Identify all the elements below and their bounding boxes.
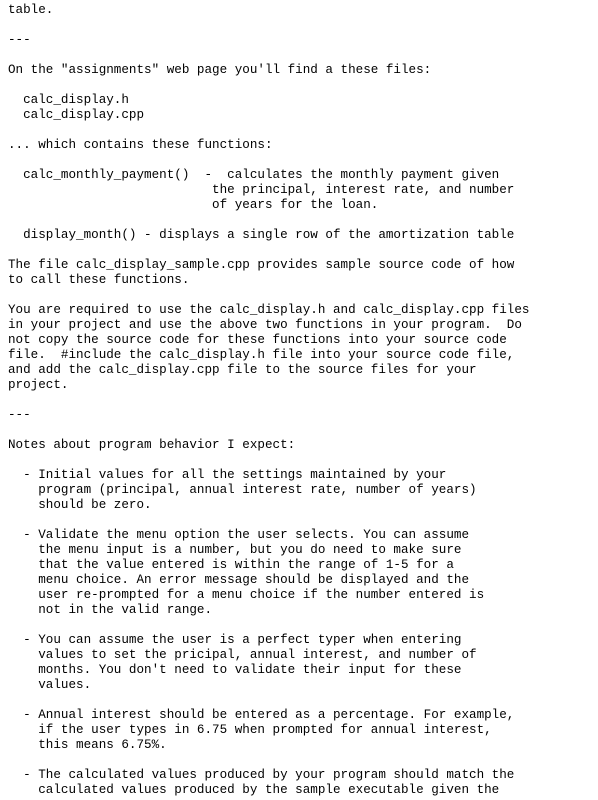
text-line: in your project and use the above two functions in your program. Do xyxy=(8,318,522,332)
text-line: The file calc_display_sample.cpp provides sample source code of how xyxy=(8,258,515,272)
separator-line: --- xyxy=(8,33,31,47)
text-line xyxy=(8,753,594,768)
text-line xyxy=(8,288,594,303)
function-description-line: calc_monthly_payment() - calculates the monthly payment given xyxy=(8,168,500,182)
section-heading-line: Notes about program behavior I expect: xyxy=(8,438,296,452)
file-name-line: calc_display.cpp xyxy=(8,108,145,122)
text-line xyxy=(8,213,594,228)
bullet-line: not in the valid range. xyxy=(8,603,213,617)
text-line xyxy=(8,453,594,468)
bullet-line: program (principal, annual interest rate, number of years) xyxy=(8,483,477,497)
function-description-line: of years for the loan. xyxy=(8,198,379,212)
bullet-line: if the user types in 6.75 when prompted for annual interest, xyxy=(8,723,492,737)
bullet-line: user re-prompted for a menu choice if the number entered is xyxy=(8,588,485,602)
text-line: project. xyxy=(8,378,69,392)
text-line xyxy=(8,618,594,633)
text-line xyxy=(8,48,594,63)
bullet-line: the menu input is a number, but you do need to make sure xyxy=(8,543,462,557)
text-line xyxy=(8,123,594,138)
text-line xyxy=(8,18,594,33)
document-text xyxy=(8,3,594,798)
text-line: ... which contains these functions: xyxy=(8,138,273,152)
bullet-line: that the value entered is within the range of 1-5 for a xyxy=(8,558,454,572)
bullet-line: months. You don't need to validate their input for these xyxy=(8,663,462,677)
bullet-line: calculated values produced by the sample executable given the xyxy=(8,783,500,797)
function-description-line: display_month() - displays a single row of the amortization table xyxy=(8,228,515,242)
text-line: file. #include the calc_display.h file into your source code file, xyxy=(8,348,515,362)
text-line: You are required to use the calc_display.h and calc_display.cpp files xyxy=(8,303,530,317)
bullet-line: - Validate the menu option the user selects. You can assume xyxy=(8,528,470,542)
function-description-line: the principal, interest rate, and number xyxy=(8,183,515,197)
file-name-line: calc_display.h xyxy=(8,93,129,107)
bullet-line: this means 6.75%. xyxy=(8,738,167,752)
text-line xyxy=(8,693,594,708)
bullet-line: values. xyxy=(8,678,92,692)
text-line xyxy=(8,153,594,168)
text-line xyxy=(8,393,594,408)
text-line: table. xyxy=(8,3,54,17)
text-line xyxy=(8,423,594,438)
bullet-line: - You can assume the user is a perfect typer when entering xyxy=(8,633,462,647)
bullet-line: - Annual interest should be entered as a percentage. For example, xyxy=(8,708,515,722)
text-line xyxy=(8,78,594,93)
text-line: to call these functions. xyxy=(8,273,190,287)
bullet-line: values to set the pricipal, annual interest, and number of xyxy=(8,648,477,662)
bullet-line: menu choice. An error message should be displayed and the xyxy=(8,573,470,587)
bullet-line: - Initial values for all the settings maintained by your xyxy=(8,468,447,482)
text-line xyxy=(8,243,594,258)
bullet-line: - The calculated values produced by your program should match the xyxy=(8,768,515,782)
text-line: On the "assignments" web page you'll find a these files: xyxy=(8,63,432,77)
bullet-line: should be zero. xyxy=(8,498,152,512)
separator-line: --- xyxy=(8,408,31,422)
text-line: not copy the source code for these functions into your source code xyxy=(8,333,507,347)
text-line xyxy=(8,513,594,528)
text-line: and add the calc_display.cpp file to the source files for your xyxy=(8,363,477,377)
